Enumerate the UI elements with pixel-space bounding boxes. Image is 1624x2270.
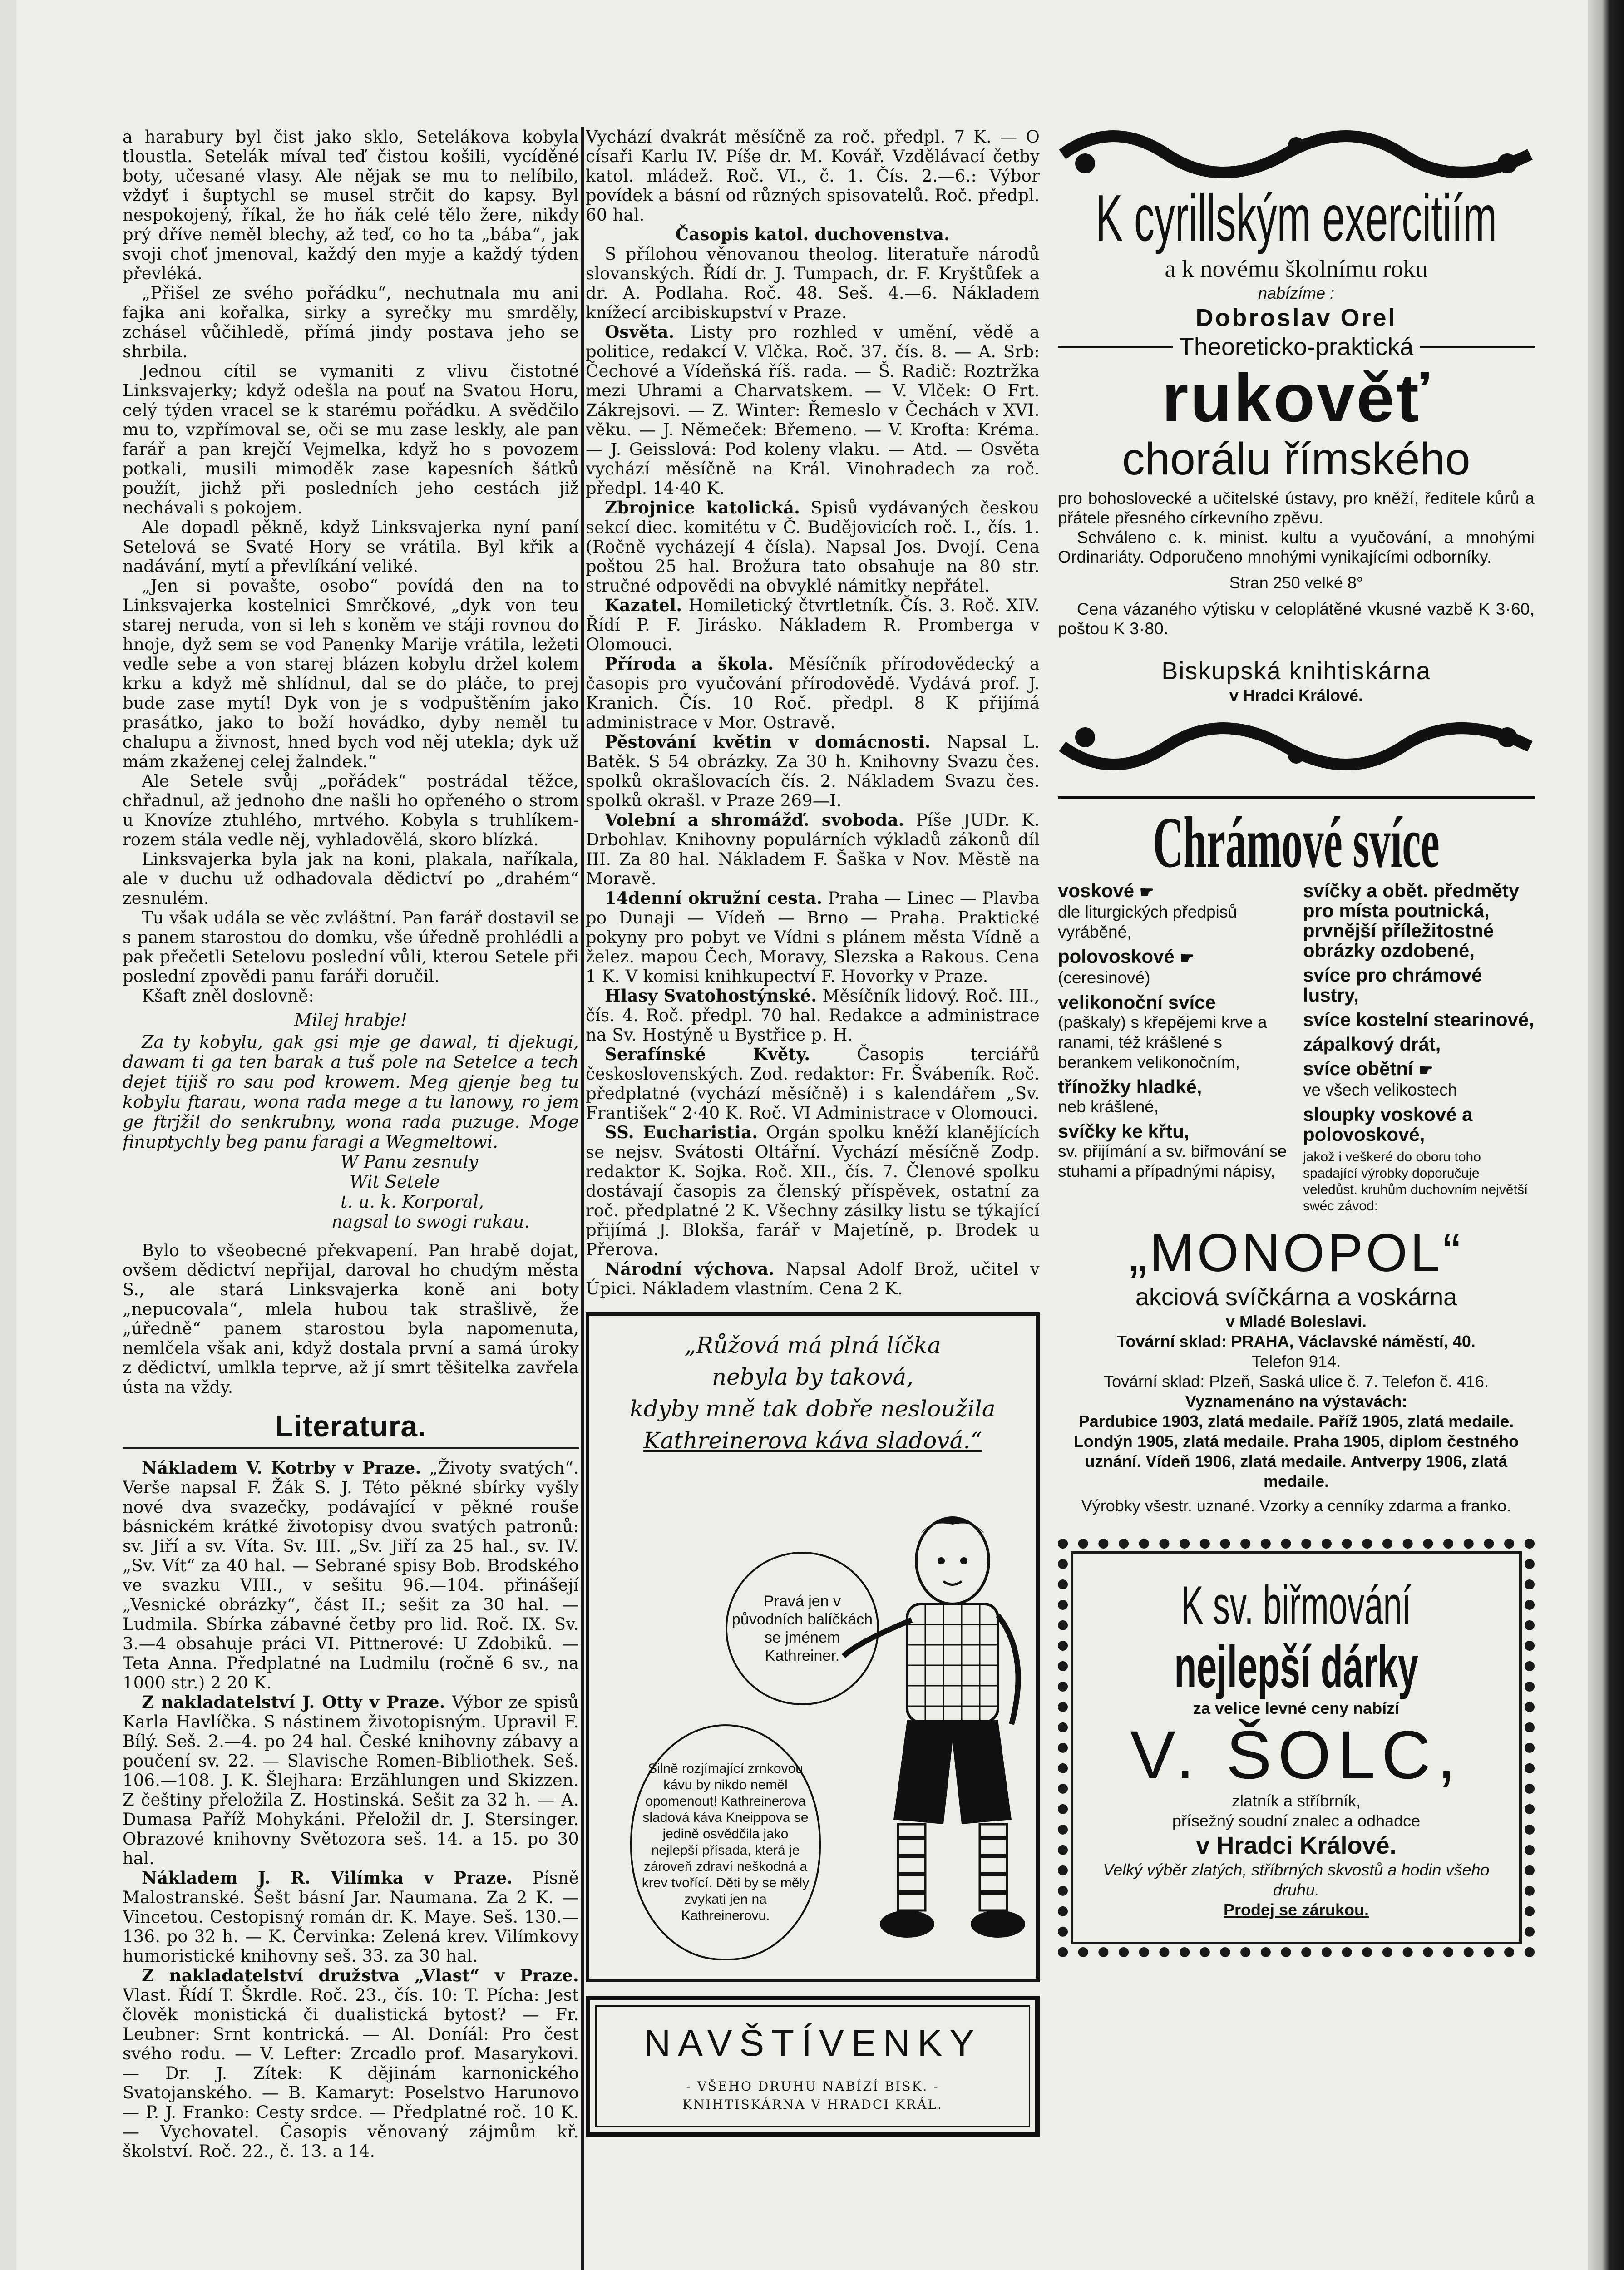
ad-rukovet: rukověť [1162,360,1431,436]
ad-author: Dobroslav Orel [1195,304,1397,331]
candles-list [1058,881,1535,1214]
monopol-line: Výrobky všestr. uznané. Vzorky a cenníky zdarma a franko. [1081,1496,1511,1515]
entry-title: Zbrojnice katolická. [605,498,800,518]
candle-item: svíce kostelní stearinové, [1303,1009,1534,1030]
ad-line: K sv. biřmování [1181,1574,1412,1636]
will-signature: Wit Setele [350,1172,440,1192]
entry-title: Národní výchova. [605,1259,775,1279]
will-note: nagsal to swogi rukau. [331,1212,530,1232]
candle-item: svíce pro chrámové lustry, [1303,964,1482,1006]
monopol-line: Tovární sklad: PRAHA, Václavské náměstí, 40. [1117,1332,1476,1351]
entry-title: Z nakladatelství družstva „Vlast“ v Praze. [142,1965,579,1985]
entry-text: Měsíčník lidový. Roč. III., čís. 4. Roč. předpl. 70 hal. Redakce a administrace na Sv. Hostýně u Bystřice p. H. [586,986,1040,1045]
literature-entry [586,888,1040,986]
column-story [123,127,579,2161]
monopol-line: akciová svíčkárna a voskárna [1135,1283,1457,1311]
entry-title: Hlasy Svatohostýnské. [605,986,817,1006]
monopol-line: Vyznamenáno na výstavách: [1185,1392,1407,1411]
monopol-line: Pardubice 1903, zlatá medaile. Paříž 1905, zlatá medaile. Londýn 1905, zlatá medaile. Praha 1905, diplom čestného uznání. Vídeň 1906, zlatá medaile. Antverpy 1906, zlatá medaile. [1073,1411,1519,1490]
candle-item: velikonoční svíce [1058,991,1216,1013]
entry-text: Napsal L. Batěk. S 54 obrázky. Za 30 h. Knihovny Svazu čes. spolků okrašlovacích čís. 2. Nákladem Svazu čes. spolků okrašl. v Praze 269—I. [586,732,1040,810]
boy-with-tray-illustration [839,1506,1030,1960]
literature-entry [586,1259,1040,1298]
story-paragraph: a harabury byl čist jako sklo, Setelákova kobyla tloustla. Setelák míval teď čistou košili, vycíděné boty, učesané vlasy. Ale nějak se mu to nelíbilo, vždyť i šuptychl se musel strčit do kapsy. Byl nespokojený, říkal, že ho ňák celé tělo žere, nikdy prý dříve neměl blechy, až teď, co ho ta „bába“, jak svoji choť jmenoval, každý den myje a každý týden převléká. [123,127,579,283]
ad-line: zlatník a stříbrník, [1231,1791,1361,1810]
slogan-line: kdyby mně tak dobře nesloužila [630,1396,996,1422]
literature-entry [586,810,1040,888]
ad-line: za velice levné ceny nabízí [1193,1698,1400,1717]
story-ending: Bylo to všeobecné překvapení. Pan hrabě dojat, ovšem dědictví nepřijal, daroval ho chudým města S., ale stará Linksvajerka koně ani boty „nepucovala“, mlela hubou tak strašlivě, že „úředně“ panem starostou byla napomenuta, nemlčela však ani, když dostala první a samá úroky z dědictví, umlkla teprve, až jí smrt těšitelka zavřela ústa na vždy. [123,1241,579,1397]
ornament-swirl-icon [1058,127,1535,182]
slogan-line: nebyla by taková, [711,1364,914,1390]
entry-title: SS. Eucharistia. [605,1122,758,1142]
entry-title: Nákladem J. R. Vilímka v Praze. [142,1868,513,1888]
ad-price: Cena vázaného výtisku v celoplátěné vkusné vazbě K 3·60, poštou K 3·80. [1058,600,1535,638]
entry-title: Příroda a škola. [605,654,774,674]
ad-publisher-city: v Hradci Králové. [1229,686,1363,705]
story-paragraph: Jednou cítil se vymaniti z vlivu čistotné Linksvajerky; když odešla na pouť na Svatou Horu, celý týden vracel se k starému pořádku. A svědčilo mu to, vzpřímoval se, oči se mu zase leskly, ale pan farář a pan krejčí Vejmelka, když ho s povozem potkali, musili mimoděk zase kapesních šátků použít, jichž při posledních jeho cestách již nechávali s pokojem. [123,361,579,518]
business-cards-ad [586,1996,1040,2137]
ad-sub: a k novému školnímu roku [1165,255,1428,282]
pointing-hand-icon: ☛ [1418,1060,1433,1079]
chant-book-ad [1058,182,1535,706]
ad-headline: Chrámové svíce [1153,802,1440,883]
story-paragraph: Tu však udála se věc zvláštní. Pan farář dostavil se s panem starostou do domku, vše úředně prohlédli a pak přečetli Setelovu poslední vůli, kterou Setele při poslední zpovědi panu faráři doručil. [123,908,579,986]
page-edge-left [0,0,16,2270]
ad-subtitle: Theoreticko-praktická [1058,332,1535,361]
candle-item: sloupky voskové a polovoskové, [1303,1103,1473,1145]
candle-desc: (ceresinové) [1058,968,1150,987]
entry-text: Orgán spolku kněží klanějících se nejsv. Svátosti Oltářní. Vychází měsíčně Zodp. redaktor K. Sojka. Roč. XII., čís. 7. Členové spolku dostávají časopis za členský příspěvek, ostatní za roč. předplatné 2 K. Všechny zásilky listu se týkající přijímá J. Blokša, farář v Majetíně, p. Brodek u Přerova. [586,1123,1040,1259]
candles-left [1058,881,1289,1214]
literature-entry [586,322,1040,498]
ad-text: Schváleno c. k. minist. kultu a vyučování, a mnohými Ordinariáty. Odporučeno mnohými vynikajícími odborníky. [1058,528,1535,566]
entry-text: Měsíčník přírodovědecký a časopis pro vyučování přírodovědě. Vydává prof. J. Kranich. Čís. 10 Roč. předpl. 8 K přijímá administrace v Mor. Ostravě. [586,654,1040,732]
candle-item: voskové [1058,880,1135,901]
column-literature-cont [586,127,1040,2137]
candle-desc: (paškaly) s křepějemi krve a ranami, též krášlené s berankem velikonočním, [1058,1012,1267,1071]
entry-text: Píše JUDr. K. Drbohlav. Knihovny populárních výkladů zákonů díl III. Za 80 hal. Nákladem F. Šaška v Nov. Městě na Moravě. [586,810,1040,888]
candle-item: polovoskové [1058,945,1175,967]
ad-headline: K cyrillským exercitiím [1095,181,1497,255]
literature-entry [123,1966,579,2161]
ad-line: přísežný soudní znalec a odhadce [1172,1811,1421,1830]
visit-line: KNIHTISKÁRNA V HRADCI KRÁL. [682,2097,943,2112]
entry-title: 14denní okružní cesta. [605,888,823,908]
entry-text: Písně Malostranské. Šešt básní Jar. Naumana. Za 2 K. — Vincetou. Cestopisný román dr. K. Maye. Seš. 130.—136. po 32 h. — K. Červinka: Zelená krev. Vilímkovy humoristické knihovny seš. 33. za 30 hal. [123,1868,579,1966]
literature-entry [586,1123,1040,1259]
candle-desc: ve všech velikostech [1303,1080,1457,1099]
pointing-hand-icon: ☛ [1139,882,1155,901]
ad-slogan [589,1316,1036,1456]
literature-entry [586,986,1040,1045]
literature-entry [586,225,1040,244]
ornament-swirl-icon [1058,719,1535,774]
literature-entry [586,732,1040,810]
candle-item: svíčky ke křtu, [1058,1120,1190,1142]
literature-rule [123,1447,579,1449]
bubble-text: Silně rozjímající zrnkovou kávu by nikdo neměl opomenout! Kathreinerova sladová káva Kneippova se jedině osvědčila jako nejlepší přísada, která je zároveň zdraví neškodná a krev tvořící. Děti by se měly zvykati jen na Kathreinerovu. [642,1761,810,1923]
ad-line: Velký výběr zlatých, stříbrných skvostů a hodin všeho druhu. [1103,1860,1490,1899]
literature-entry [123,1693,579,1868]
candle-desc: dle liturgických předpisů vyráběné, [1058,902,1237,941]
literature-entry [586,654,1040,732]
literature-entry [586,1045,1040,1123]
visit-title: NAVŠTÍVENKY [643,2023,982,2064]
literature-entry [123,1868,579,1966]
ad-nabizi: nabízíme : [1258,284,1335,302]
monopol-line: Telefon 914. [1251,1352,1341,1371]
entry-title: Pěstování květin v domácnosti. [605,732,931,752]
will-body: Za ty kobylu, gak gsi mje ge dawal, ti djekugi, dawam ti ga ten barak a tuš pole na Setelce a tech dejet tijiš ro sau pod krowem. Meg gjenje beg tu kobylu ftarau, wona rada mege a tu lanowy, ro jem ge ftrjžil do senkrubny, wona rada puzuge. Moge finuptychly beg panu faragi a Wegmeltowi. [123,1032,579,1152]
candle-desc: sv. přijímání a sv. biřmování se stuhami a případnými nápisy, [1058,1141,1287,1180]
entry-text: Vlast. Řídí T. Škrdle. Roč. 23., čís. 10: T. Pícha: Jest člověk monistická či dualistická bytost? — Fr. Leubner: Srnt kontrická. — Al. Doníál: Pro čest svého rodu. — V. Lefter: Zrcadlo prof. Masarykovi. — Dr. J. Zítek: K dějinám karnonického Svatojanského. — B. Kamaryt: Poselstvo Harunovo — P. J. Franko: Cesty srdce. — Předplatné roč. 10 K. — Vychovatel. Časopis věnovaný zájmům kř. školství. Roč. 22., č. 13. a 14. [123,1985,579,2161]
entry-text: „Životy svatých“. Verše napsal F. Žák S. J. Této pěkné sbírky vyšly nové dva svazečky, podávající v pěkné rouše básnickém krátké životopisy dvou svatých patronů: sv. Jiří a sv. Víta. Sv. III. „Sv. Jiří za 25 hal., sv. IV. „Sv. Vít“ za 40 hal. — Sebrané spisy Bob. Brodského ve svazku VIII., v sešitu 96.—104. přinášejí „Vesnické obrázky“, část II.; sešit za 30 hal. — Ludmila. Sbírka zábavné četby pro lid. Roč. IX. Sv. 3.—4 obsahuje práci VI. Pittnerové: U Zdobiků. — Teta Anna. Předplatné na Ludmilu (ročně 6 sv., na 1000 str.) 2 20 K. [123,1458,579,1693]
jeweler-ad [1058,1539,1535,1957]
slogan-line: Kathreinerova káva sladová.“ [643,1427,982,1454]
literature-continuation: Vychází dvakrát měsíčně za roč. předpl. 7 K. — O císaři Karlu IV. Píše dr. M. Kovář. Vzdělávací četby katol. mládež. Roč. VI., č. 1. Čís. 2.—6.: Výbor povídek a básní od různých spisovatelů. Roč. předpl. 60 hal. [586,127,1040,225]
will-rank: t. u. k. Korporal, [341,1192,484,1212]
monopol-line: v Mladé Boleslavi. [1225,1312,1367,1331]
will-signoff: W Panu zesnuly [341,1152,479,1172]
candle-item: třínožky hladké, [1058,1076,1202,1097]
story-paragraph: Kšaft zněl doslovně: [142,986,314,1006]
entry-text: Spisů vydávaných českou sekcí diec. komitétu v Č. Budějovicích roč. I., čís. 1. (Ročně vycházejí 4 čísla). Napsal Jos. Dvojí. Cena poštou 25 hal. Brožura tato obsahuje na 80 str. stručné odpovědi na obvyklé námitky nepřátel. [586,498,1040,596]
entry-text: Časopis terciářů československých. Zod. redaktor: Fr. Švábeník. Roč. předplatné (vychází měsíčně) i s kalendářem „Sv. František“ 2·40 K. Roč. VI Administrace v Olomouci. [586,1045,1040,1123]
entry-text: Listy pro rozhled v umění, vědě a politice, redakcí V. Vlčka. Roč. 37. čís. 8. — A. Srb: Čechové a Vídeňská říš. rada. — Š. Radič: Roztržka mezi Uhrami a Charvatskem. — V. Vlček: O Frt. Zákrejsovi. — Z. Winter: Řemeslo v Čechách v XVI. věku. — J. Němeček: Břemeno. — V. Krofta: Kréma. — J. Geisslová: Pod koleny vlaku. — Atd. — Osvěta vychází měsíčně na Král. Vinohradech za roč. předpl. 14·40 K. [586,322,1040,498]
literature-entry [123,1458,579,1693]
story-paragraph: Linksvajerka byla jak na koni, plakala, naříkala, ale v duchu už odhadovala dědictví po „drahém“ zesnulém. [123,849,579,908]
visit-line: - VŠEHO DRUHU NABÍZÍ BISK. - [686,2079,939,2094]
ad-line: nejlepší dárky [1174,1633,1418,1700]
ad-pages: Stran 250 velké 8° [1229,573,1363,592]
candle-desc: jakož i veškeré do oboru toho spadající výrobky doporučuje veledůst. kruhům duchovním největší swéc závod: [1303,1149,1528,1214]
ornament-top [1058,127,1535,182]
ad-text: pro bohoslovecké a učitelské ústavy, pro kněží, ředitele kůrů a přátele přesného církevního zpěvu. [1058,489,1535,527]
candle-item: svíce obětní [1303,1058,1413,1079]
page-edge-right [1588,0,1624,2270]
entry-title: Nákladem V. Kotrby v Praze. [142,1458,421,1478]
column-rule [581,127,584,2270]
coffee-info-bubble [630,1724,821,1960]
entry-title: Časopis katol. duchovenstva. [675,224,950,244]
entry-text: Homiletický čtvrtletník. Čís. 3. Roč. XIV. Řídí P. F. Jirásko. Nákladem R. Promberga v Olomouci. [586,596,1040,654]
story-paragraph: Ale Setele svůj „pořádek“ postrádal těžce, chřadnul, až jednoho dne našli ho opřeného o strom u Knovíze ztuhlého, mrtvého. Kobyla s truhlíkem-rozem stála vedle něj, vyhladovělá, skoro blízká. [123,771,579,849]
column-ads [1058,127,1535,1957]
will-salutation: Milej hrabje! [294,1010,407,1030]
entry-text: Výbor ze spisů Karla Havlíčka. S nástinem životopisným. Upravil F. Bílý. Seš. 2.—4. po 24 hal. České knihovny zábavy a poučení sv. 22. — Slavische Romen-Bibliothek. Seš. 106.—108. J. K. Šlejhara: Erzählungen und Skizzen. Z češtiny přeložila Z. Hostinská. Sešit za 32 h. — A. Dumasa Paříž Mohykáni. Přeložil dr. J. Stersinger. Obrazové knihovny Světozora seš. 14. a 15. po 30 hal. [123,1693,579,1868]
candle-desc: neb krášlené, [1058,1097,1159,1116]
jeweler-name: V. ŠOLC, [1130,1716,1462,1793]
monopol-brand: „MONOPOL“ [1129,1223,1463,1283]
entry-title: Serafínské Květy. [605,1044,810,1064]
kathreiner-coffee-ad [586,1312,1040,1982]
ad-choral: chorálu římského [1122,434,1471,484]
ad-line: Prodej se zárukou. [1223,1900,1369,1919]
monopol-line: Tovární sklad: Plzeň, Saská ulice č. 7. Telefon č. 416. [1104,1372,1489,1391]
pointing-hand-icon: ☛ [1180,948,1195,967]
entry-title: Osvěta. [605,322,675,342]
entry-text: Napsal Adolf Brož, učitel v Úpici. Nákladem vlastním. Cena 2 K. [586,1259,1040,1298]
literature-entry [586,596,1040,654]
story-paragraph: „Jen si povašte, osobo“ povídá den na to Linksvajerka kostelnici Smrčkové, „dyk von teu starej neruda, von si leh s koněm ve stáji rovnou do hnoje, dyž sem se vod Panenky Marije vrátila, ležeti vedle sebe a von starej blázen kobylu držel kolem krku a když mě shlídnul, dal se do pláče, to prej bude zase mytí! Dyk von je s vodpuštěním jako prasátko, jako to boží hovádko, dyby neměl tu chalupu a živnost, hned bych vod něj utekla; dyk už mám zkaženej celej žalndek.“ [123,576,579,771]
literature-entry [586,498,1040,596]
ad-publisher: Biskupská knihtiskárna [1161,657,1431,685]
story-paragraph: Ale dopadl pěkně, když Linksvajerka nyní paní Setelová se Svaté Hory se vrátila. Byl křik a nadávání, mytí a převlíkání veliké. [123,518,579,576]
entry-title: Z nakladatelství J. Otty v Praze. [142,1692,445,1712]
literature-heading: Literatura. [275,1409,427,1443]
entry-text: S přílohou věnovanou theolog. literatuře národů slovanských. Řídí dr. J. Tumpach, dr. F. Kryštůfek a dr. A. Podlaha. Roč. 48. Seš. 4.—6. Nákladem knížecí arcibiskupství v Praze. [586,244,1040,322]
ad-line: v Hradci Králové. [1196,1831,1397,1859]
candles-ad [1058,796,1535,1516]
entry-text: Praha — Linec — Plavba po Dunaji — Vídeň — Brno — Praha. Praktické pokyny pro pobyt ve Vídni s plánem města Vídně a želez. mapou Čech, Moravy, Slezska a Rakous. Cena 1 K. V komisi knihkupectví F. Hovorky v Praze. [586,888,1040,986]
bubble-text: Pravá jen v původních balíčkách se jménem Kathreiner. [732,1593,873,1664]
story-paragraph: „Přišel ze svého pořádku“, nechutnala mu ani fajka ani kořalka, sirky a syrečky mu smrděly, zchásel vůčihledě, přímá jindy postava jeho se shrbila. [123,283,579,361]
slogan-line: „Růžová má plná líčka [684,1332,941,1358]
candle-item: svíčky a obět. předměty pro místa poutnická, prvnější příležitostné obrázky ozdobené, [1303,880,1520,961]
candle-item: zápalkový drát, [1303,1033,1441,1055]
candles-right [1303,881,1535,1214]
entry-title: Volební a shromážď. svoboda. [605,810,904,830]
entry-title: Kazatel. [605,595,682,615]
ornament-bottom [1058,719,1535,774]
